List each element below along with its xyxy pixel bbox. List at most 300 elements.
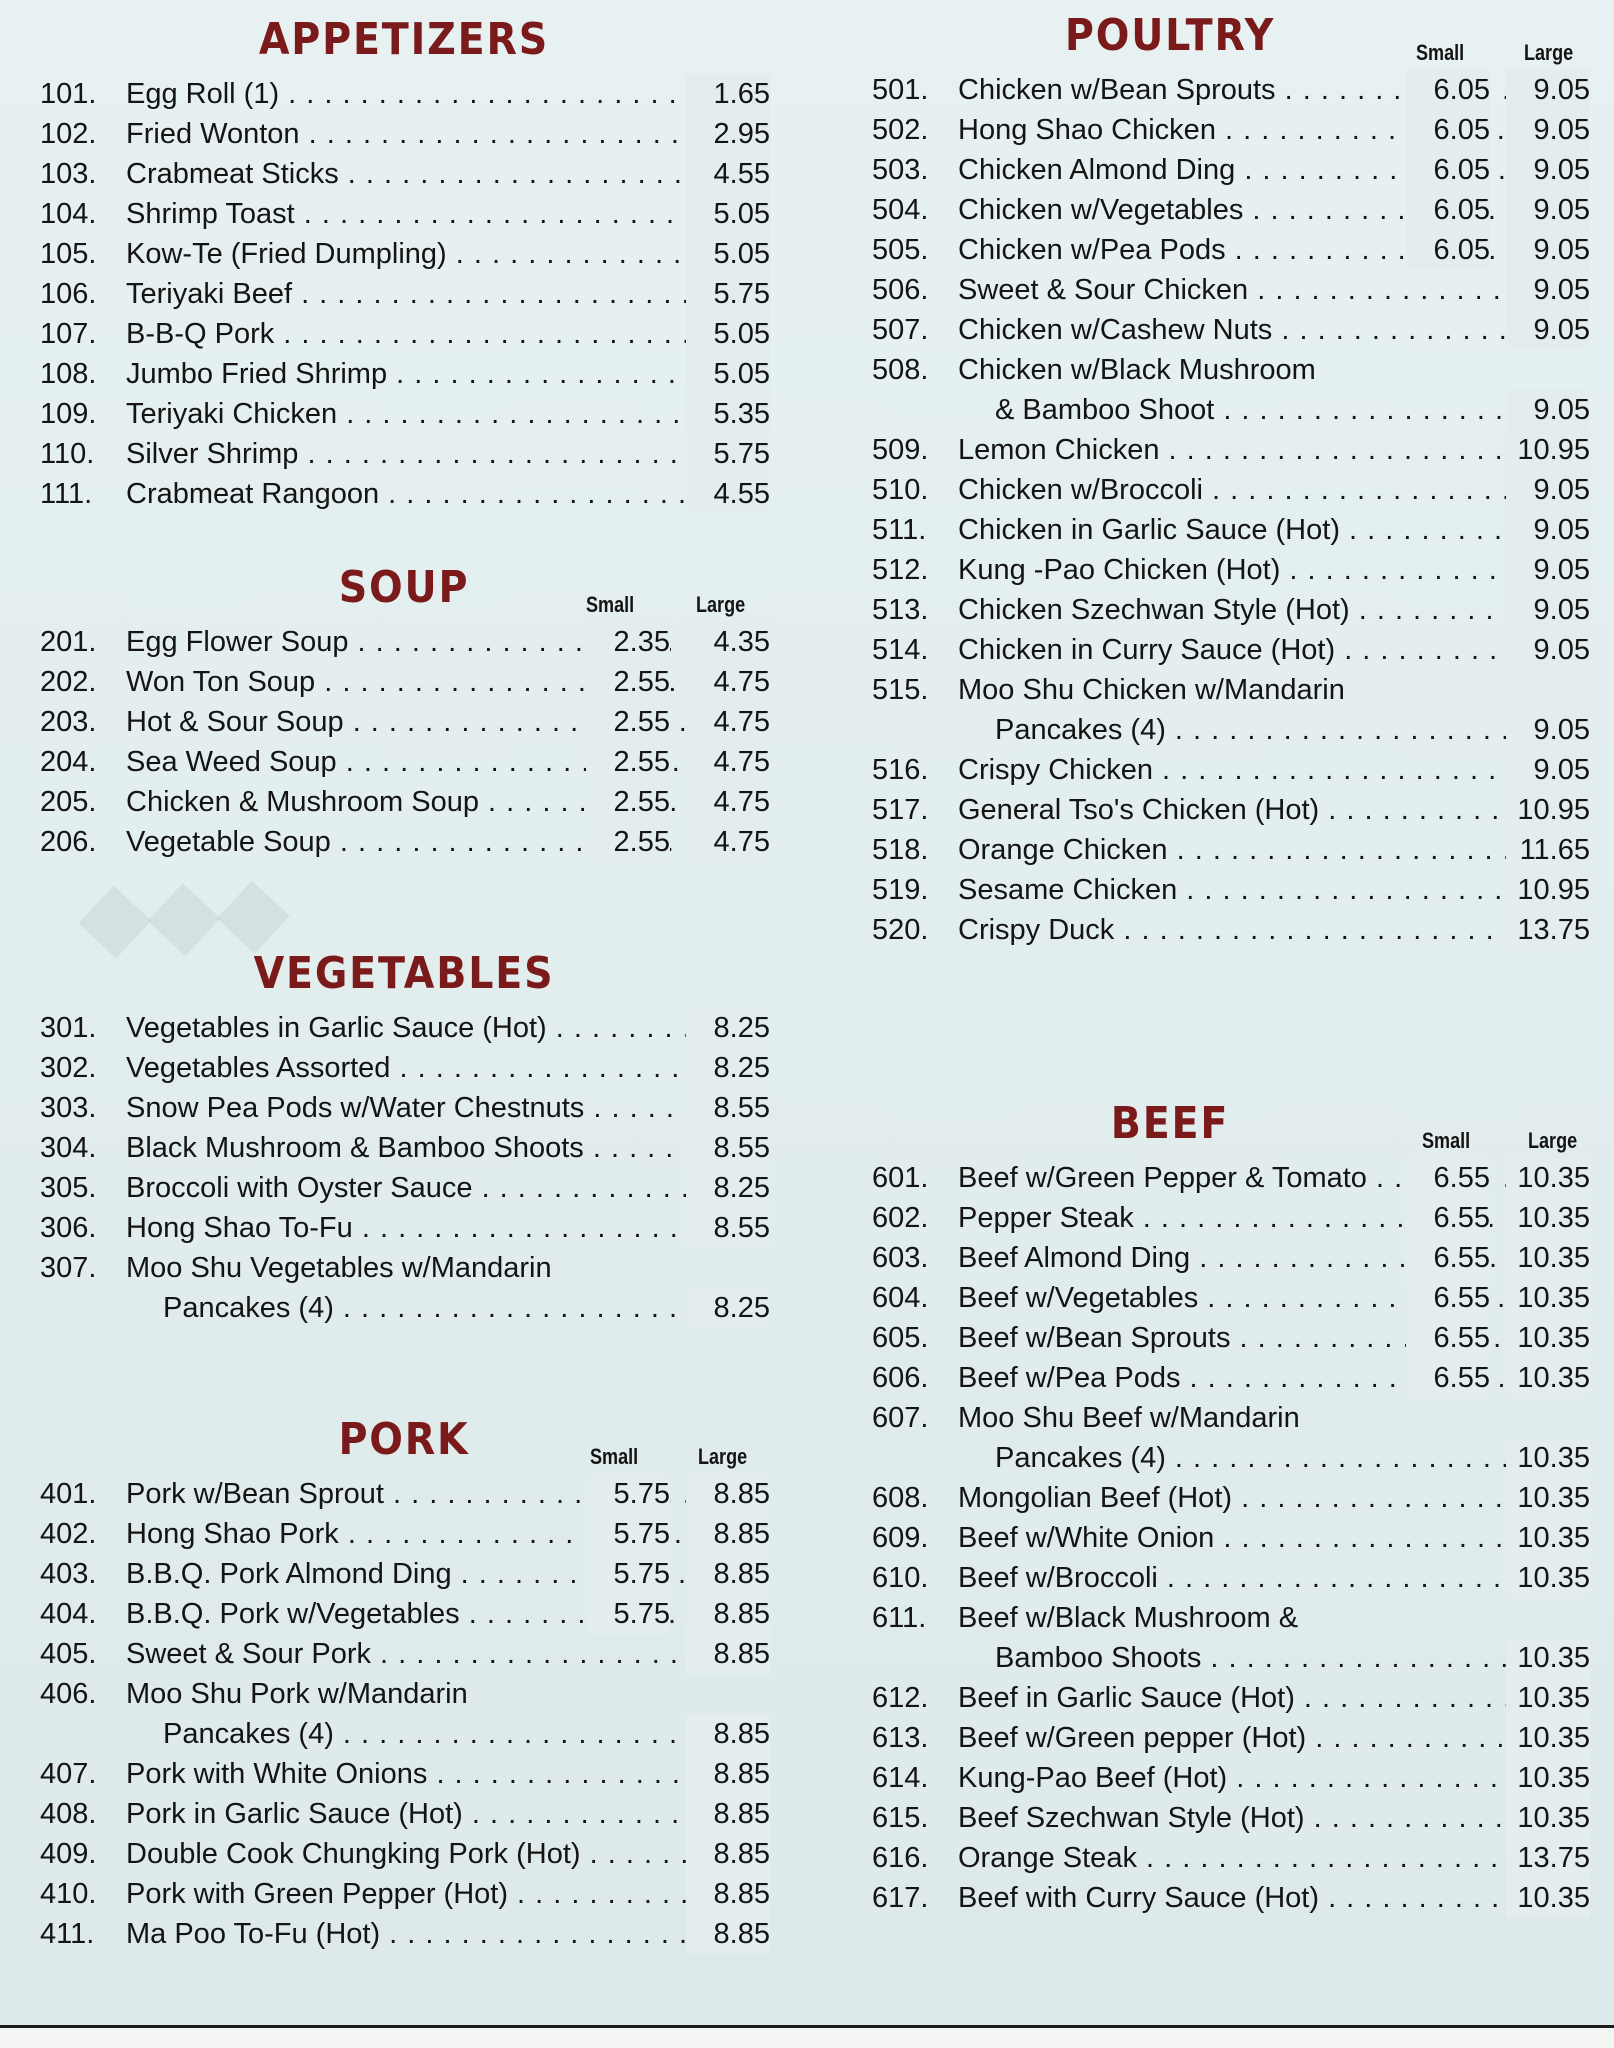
menu-item-row: [38, 1914, 770, 1954]
menu-item-row: [870, 1398, 1590, 1438]
large-price: 8.85: [686, 1554, 770, 1594]
item-number: 408.: [40, 1798, 97, 1830]
menu-item-row: [870, 630, 1590, 670]
item-price: 8.25: [686, 1288, 770, 1328]
large-price: 13.75: [1506, 1838, 1590, 1878]
large-price: 10.95: [1506, 430, 1590, 470]
item-name: Kung-Pao Beef (Hot) . . .: [958, 1758, 1590, 1798]
menu-item-row: [38, 394, 770, 434]
menu-item-row: [38, 1834, 770, 1874]
item-name: Pork in Garlic Sauce (Hot) . . .: [126, 1794, 770, 1834]
item-name: Crispy Chicken . . .: [958, 750, 1590, 790]
item-name: Ma Poo To-Fu (Hot) . . .: [126, 1914, 770, 1954]
item-number: 515.: [872, 674, 929, 706]
item-number: 503.: [872, 154, 929, 186]
item-name: Teriyaki Beef . . .: [126, 274, 770, 314]
small-price: 6.55: [1406, 1318, 1490, 1358]
item-number: 407.: [40, 1758, 97, 1790]
menu-item-row: [870, 790, 1590, 830]
small-price: 2.55: [586, 782, 670, 822]
item-number: 102.: [40, 118, 97, 150]
menu-item-row-continued: [870, 710, 1590, 750]
menu-item-row: [38, 274, 770, 314]
small-size-label: Small: [590, 1444, 639, 1469]
item-number: 604.: [872, 1282, 929, 1314]
large-price: 9.05: [1506, 70, 1590, 110]
small-price: 5.75: [586, 1594, 670, 1634]
large-price: 9.05: [1506, 390, 1590, 430]
menu-item-row: [870, 910, 1590, 950]
large-price: 11.65: [1506, 830, 1590, 870]
small-price: 2.55: [586, 742, 670, 782]
item-name: Beef w/Broccoli . . .: [958, 1558, 1590, 1598]
item-price: 2.95: [686, 114, 770, 154]
item-number: 108.: [40, 358, 97, 390]
menu-item-row: [38, 114, 770, 154]
menu-item-row: [870, 870, 1590, 910]
background-watermark: ◆◆◆: [78, 859, 290, 967]
menu-item-row: [38, 1754, 770, 1794]
large-price: 10.35: [1506, 1878, 1590, 1918]
item-name: Chicken w/Black Mushroom: [958, 354, 1316, 386]
menu-item-row: [38, 782, 770, 822]
small-price: 2.55: [586, 702, 670, 742]
item-number: 502.: [872, 114, 929, 146]
small-price: 5.75: [586, 1514, 670, 1554]
item-number: 512.: [872, 554, 929, 586]
item-number: 204.: [40, 746, 97, 778]
item-number: 201.: [40, 626, 97, 658]
menu-item-row: [870, 1278, 1590, 1318]
item-price: 5.05: [686, 314, 770, 354]
menu-item-row: [38, 354, 770, 394]
item-name: Moo Shu Beef w/Mandarin: [958, 1402, 1300, 1434]
item-name: Moo Shu Chicken w/Mandarin: [958, 674, 1345, 706]
item-price: 8.25: [686, 1008, 770, 1048]
menu-item-row: [870, 1838, 1590, 1878]
item-name: Vegetables in Garlic Sauce (Hot) . . .: [126, 1008, 770, 1048]
item-name: Jumbo Fried Shrimp . . .: [126, 354, 770, 394]
section-title: APPETIZERS: [258, 14, 550, 65]
large-price: 4.75: [686, 742, 770, 782]
large-size-label: Large: [698, 1444, 748, 1469]
large-price: 9.05: [1506, 110, 1590, 150]
pork-list: [38, 1474, 770, 1954]
menu-item-row: [38, 1208, 770, 1248]
item-name: Chicken w/Broccoli . . .: [958, 470, 1590, 510]
item-number: 111.: [40, 478, 93, 510]
large-price: 10.35: [1506, 1518, 1590, 1558]
item-number: 520.: [872, 914, 929, 946]
item-number: 106.: [40, 278, 97, 310]
item-number: 608.: [872, 1482, 929, 1514]
vegetables-header: [38, 948, 770, 1008]
small-price: 6.55: [1406, 1238, 1490, 1278]
item-price: 8.55: [686, 1208, 770, 1248]
item-number: 612.: [872, 1682, 929, 1714]
menu-item-row: [870, 1718, 1590, 1758]
large-price: 4.75: [686, 702, 770, 742]
item-name: B-B-Q Pork . . .: [126, 314, 770, 354]
item-number: 202.: [40, 666, 97, 698]
item-name: Lemon Chicken . . .: [958, 430, 1590, 470]
item-name: Vegetable Soup . . .: [126, 822, 770, 862]
large-price: 10.35: [1506, 1438, 1590, 1478]
item-name: Hot & Sour Soup . . .: [126, 702, 770, 742]
item-name: Chicken w/Pea Pods . . .: [958, 230, 1590, 270]
item-name: Chicken w/Bean Sprouts . . .: [958, 70, 1590, 110]
large-price: 9.05: [1506, 710, 1590, 750]
large-price: 8.85: [686, 1914, 770, 1954]
item-name: Moo Shu Vegetables w/Mandarin: [126, 1252, 552, 1284]
pork-section: [38, 1414, 770, 1954]
item-number: 507.: [872, 314, 929, 346]
item-price: 5.05: [686, 354, 770, 394]
item-name: Pepper Steak . . .: [958, 1198, 1590, 1238]
item-number: 205.: [40, 786, 97, 818]
item-number: 105.: [40, 238, 97, 270]
large-price: 4.75: [686, 782, 770, 822]
menu-item-row-continued: [38, 1288, 770, 1328]
item-name: Vegetables Assorted . . .: [126, 1048, 770, 1088]
menu-item-row-continued: [38, 1714, 770, 1754]
item-price: 5.75: [686, 274, 770, 314]
menu-item-row: [38, 622, 770, 662]
menu-item-row: [38, 1874, 770, 1914]
small-price: 2.55: [586, 662, 670, 702]
large-price: 9.05: [1506, 230, 1590, 270]
large-price: 8.85: [686, 1474, 770, 1514]
item-name: Egg Roll (1) . . .: [126, 74, 770, 114]
small-size-label: Small: [1416, 40, 1465, 65]
item-price: 1.65: [686, 74, 770, 114]
item-number: 306.: [40, 1212, 97, 1244]
large-price: 8.85: [686, 1754, 770, 1794]
menu-item-row: [870, 550, 1590, 590]
item-name: Mongolian Beef (Hot) . . .: [958, 1478, 1590, 1518]
large-price: 8.85: [686, 1594, 770, 1634]
large-price: 9.05: [1506, 190, 1590, 230]
menu-item-row: [870, 270, 1590, 310]
item-name-continued: Pancakes (4) . . .: [995, 1438, 1590, 1478]
large-price: 4.35: [686, 622, 770, 662]
item-number: 403.: [40, 1558, 97, 1590]
poultry-section: [870, 10, 1590, 950]
menu-item-row: [38, 1554, 770, 1594]
item-number: 405.: [40, 1638, 97, 1670]
item-name: Snow Pea Pods w/Water Chestnuts . . .: [126, 1088, 770, 1128]
large-price: 8.85: [686, 1874, 770, 1914]
menu-item-row: [38, 1594, 770, 1634]
item-name: Chicken Szechwan Style (Hot) . . .: [958, 590, 1590, 630]
item-number: 508.: [872, 354, 929, 386]
item-number: 402.: [40, 1518, 97, 1550]
item-price: 8.25: [686, 1168, 770, 1208]
item-name: Orange Chicken . . .: [958, 830, 1590, 870]
item-price: 8.55: [686, 1088, 770, 1128]
menu-item-row: [38, 1794, 770, 1834]
item-name: Beef Almond Ding . . .: [958, 1238, 1590, 1278]
item-number: 411.: [40, 1918, 95, 1950]
soup-list: [38, 622, 770, 862]
item-name: Beef w/White Onion . . .: [958, 1518, 1590, 1558]
large-price: 9.05: [1506, 630, 1590, 670]
item-number: 303.: [40, 1092, 97, 1124]
item-name: Beef with Curry Sauce (Hot) . . .: [958, 1878, 1590, 1918]
small-price: 5.75: [586, 1554, 670, 1594]
large-price: 10.35: [1506, 1558, 1590, 1598]
item-name: Beef w/Vegetables . . .: [958, 1278, 1590, 1318]
item-number: 305.: [40, 1172, 97, 1204]
item-name: Pork w/Bean Sprout . . .: [126, 1474, 770, 1514]
item-price: 4.55: [686, 474, 770, 514]
item-name: Shrimp Toast . . .: [126, 194, 770, 234]
beef-list: [870, 1158, 1590, 1918]
large-price: 10.35: [1506, 1678, 1590, 1718]
menu-item-row: [870, 1238, 1590, 1278]
item-number: 510.: [872, 474, 929, 506]
large-price: 9.05: [1506, 590, 1590, 630]
item-name: Pork with White Onions . . .: [126, 1754, 770, 1794]
item-name: Hong Shao To-Fu . . .: [126, 1208, 770, 1248]
item-number: 607.: [872, 1402, 929, 1434]
item-number: 506.: [872, 274, 929, 306]
small-price: 6.05: [1406, 150, 1490, 190]
large-price: 8.85: [686, 1634, 770, 1674]
appetizers-section: [38, 14, 770, 514]
small-price: 6.55: [1406, 1358, 1490, 1398]
menu-item-row: [870, 1798, 1590, 1838]
menu-item-row: [38, 1168, 770, 1208]
menu-item-row: [870, 1558, 1590, 1598]
item-name: Fried Wonton . . .: [126, 114, 770, 154]
item-number: 513.: [872, 594, 929, 626]
item-number: 103.: [40, 158, 97, 190]
large-size-label: Large: [1524, 40, 1574, 65]
item-name: Sweet & Sour Chicken . . .: [958, 270, 1590, 310]
item-number: 514.: [872, 634, 929, 666]
vegetables-list: [38, 1008, 770, 1328]
item-name: Chicken w/Cashew Nuts . . .: [958, 310, 1590, 350]
item-price: 5.05: [686, 194, 770, 234]
menu-item-row: [38, 1514, 770, 1554]
section-title: BEEF: [1110, 1098, 1230, 1149]
item-number: 516.: [872, 754, 929, 786]
menu-item-row: [38, 1008, 770, 1048]
menu-item-row-continued: [870, 1638, 1590, 1678]
large-price: 10.95: [1506, 870, 1590, 910]
menu-item-row: [870, 830, 1590, 870]
small-price: 6.05: [1406, 230, 1490, 270]
item-name: Pork with Green Pepper (Hot) . . .: [126, 1874, 770, 1914]
appetizers-list: [38, 74, 770, 514]
large-price: 10.95: [1506, 790, 1590, 830]
large-price: 10.35: [1506, 1718, 1590, 1758]
item-number: 404.: [40, 1598, 97, 1630]
menu-item-row: [38, 434, 770, 474]
item-name: B.B.Q. Pork w/Vegetables . . .: [126, 1594, 770, 1634]
item-name: Sesame Chicken . . .: [958, 870, 1590, 910]
item-number: 602.: [872, 1202, 929, 1234]
menu-item-row: [870, 1518, 1590, 1558]
large-price: 10.35: [1506, 1478, 1590, 1518]
item-name: Won Ton Soup . . .: [126, 662, 770, 702]
large-price: 9.05: [1506, 150, 1590, 190]
beef-section: [870, 1098, 1590, 1918]
large-price: 10.35: [1506, 1318, 1590, 1358]
menu-item-row: [38, 742, 770, 782]
menu-item-row: [38, 1088, 770, 1128]
menu-item-row: [870, 1678, 1590, 1718]
item-number: 519.: [872, 874, 929, 906]
menu-item-row: [38, 154, 770, 194]
item-name: Kung -Pao Chicken (Hot) . . .: [958, 550, 1590, 590]
menu-item-row: [870, 110, 1590, 150]
menu-item-row: [38, 1048, 770, 1088]
item-number: 518.: [872, 834, 929, 866]
menu-item-row: [870, 190, 1590, 230]
item-number: 504.: [872, 194, 929, 226]
menu-item-row: [870, 1358, 1590, 1398]
item-name: Silver Shrimp . . .: [126, 434, 770, 474]
item-number: 601.: [872, 1162, 929, 1194]
item-number: 203.: [40, 706, 97, 738]
small-price: 2.55: [586, 822, 670, 862]
item-number: 501.: [872, 74, 929, 106]
vegetables-section: [38, 948, 770, 1328]
menu-item-row: [38, 314, 770, 354]
large-size-label: Large: [1528, 1128, 1578, 1153]
menu-item-row: [870, 1478, 1590, 1518]
item-number: 302.: [40, 1052, 97, 1084]
item-number: 409.: [40, 1838, 97, 1870]
menu-item-row: [870, 470, 1590, 510]
item-name: Beef w/Bean Sprouts . . .: [958, 1318, 1590, 1358]
large-price: 10.35: [1506, 1758, 1590, 1798]
menu-item-row: [870, 1878, 1590, 1918]
small-price: 6.05: [1406, 190, 1490, 230]
item-number: 107.: [40, 318, 97, 350]
large-price: 10.35: [1506, 1798, 1590, 1838]
item-name: Crabmeat Sticks . . .: [126, 154, 770, 194]
item-number: 606.: [872, 1362, 929, 1394]
menu-item-row: [38, 74, 770, 114]
small-size-label: Small: [586, 592, 635, 617]
large-price: 4.75: [686, 662, 770, 702]
item-number: 509.: [872, 434, 929, 466]
item-number: 613.: [872, 1722, 929, 1754]
item-number: 406.: [40, 1678, 97, 1710]
menu-item-row: [38, 702, 770, 742]
item-number: 611.: [872, 1602, 927, 1634]
item-number: 610.: [872, 1562, 929, 1594]
menu-item-row: [870, 430, 1590, 470]
item-price: 5.75: [686, 434, 770, 474]
section-title: PORK: [338, 1414, 470, 1465]
large-price: 9.05: [1506, 550, 1590, 590]
menu-item-row: [870, 1318, 1590, 1358]
item-name: Beef w/Black Mushroom &: [958, 1602, 1299, 1634]
large-price: 8.85: [686, 1794, 770, 1834]
large-price: 9.05: [1506, 470, 1590, 510]
menu-item-row: [870, 1758, 1590, 1798]
large-price: 8.85: [686, 1834, 770, 1874]
small-price: 6.05: [1406, 70, 1490, 110]
item-name: Chicken Almond Ding . . .: [958, 150, 1590, 190]
item-number: 104.: [40, 198, 97, 230]
item-name: Double Cook Chungking Pork (Hot) . . .: [126, 1834, 770, 1874]
item-number: 511.: [872, 514, 927, 546]
item-name-continued: Pancakes (4) . . .: [163, 1288, 770, 1328]
large-price: 10.35: [1506, 1278, 1590, 1318]
large-price: 10.35: [1506, 1238, 1590, 1278]
item-number: 401.: [40, 1478, 97, 1510]
menu-item-row: [38, 234, 770, 274]
section-title: POULTRY: [1064, 10, 1276, 61]
item-number: 304.: [40, 1132, 97, 1164]
menu-item-row: [870, 70, 1590, 110]
menu-item-row: [870, 1598, 1590, 1638]
menu-item-row: [38, 1634, 770, 1674]
item-name: Black Mushroom & Bamboo Shoots . . .: [126, 1128, 770, 1168]
small-price: 6.55: [1406, 1198, 1490, 1238]
item-name: Broccoli with Oyster Sauce . . .: [126, 1168, 770, 1208]
item-number: 603.: [872, 1242, 929, 1274]
small-size-label: Small: [1422, 1128, 1471, 1153]
menu-item-row: [38, 1128, 770, 1168]
item-name: Hong Shao Chicken . . .: [958, 110, 1590, 150]
section-title: SOUP: [338, 562, 470, 613]
poultry-list: [870, 70, 1590, 950]
item-name: Beef w/Pea Pods . . .: [958, 1358, 1590, 1398]
menu-item-row: [870, 1198, 1590, 1238]
item-number: 616.: [872, 1842, 929, 1874]
small-price: 2.35: [586, 622, 670, 662]
section-title: VEGETABLES: [253, 948, 555, 999]
item-name: Chicken in Garlic Sauce (Hot) . . .: [958, 510, 1590, 550]
menu-item-row: [870, 670, 1590, 710]
menu-item-row-continued: [870, 390, 1590, 430]
item-number: 307.: [40, 1252, 97, 1284]
menu-item-row: [38, 822, 770, 862]
large-price: 9.05: [1506, 750, 1590, 790]
item-name: Crabmeat Rangoon . . .: [126, 474, 770, 514]
item-name: Chicken in Curry Sauce (Hot) . . .: [958, 630, 1590, 670]
large-price: 9.05: [1506, 310, 1590, 350]
large-price: 8.85: [686, 1714, 770, 1754]
large-price: 10.35: [1506, 1158, 1590, 1198]
item-number: 410.: [40, 1878, 97, 1910]
menu-item-row: [870, 590, 1590, 630]
item-name: Beef in Garlic Sauce (Hot) . . .: [958, 1678, 1590, 1718]
item-number: 206.: [40, 826, 97, 858]
item-number: 615.: [872, 1802, 929, 1834]
item-price: 4.55: [686, 154, 770, 194]
item-name: Beef w/Green pepper (Hot) . . .: [958, 1718, 1590, 1758]
item-name: B.B.Q. Pork Almond Ding . . .: [126, 1554, 770, 1594]
large-price: 13.75: [1506, 910, 1590, 950]
item-name: Beef Szechwan Style (Hot) . . .: [958, 1798, 1590, 1838]
item-number: 605.: [872, 1322, 929, 1354]
item-name: Chicken & Mushroom Soup . . .: [126, 782, 770, 822]
item-number: 101.: [40, 78, 97, 110]
small-price: 5.75: [586, 1474, 670, 1514]
appetizers-header: [38, 14, 770, 74]
menu-item-row: [38, 1474, 770, 1514]
large-price: 10.35: [1506, 1358, 1590, 1398]
item-name: Sweet & Sour Pork . . .: [126, 1634, 770, 1674]
menu-item-row: [38, 194, 770, 234]
